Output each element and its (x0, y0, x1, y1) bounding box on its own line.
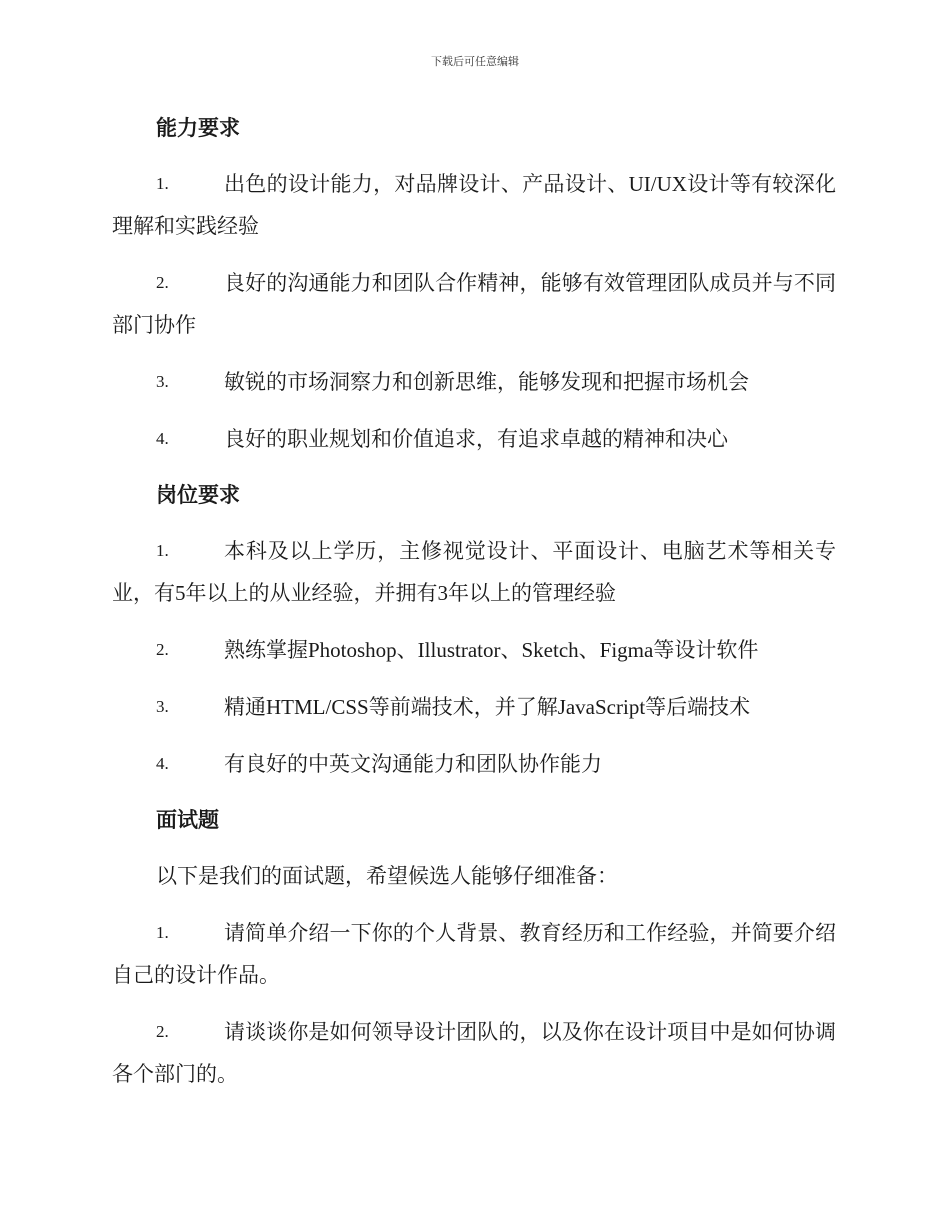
list-item-text: 敏锐的市场洞察力和创新思维，能够发现和把握市场机会 (224, 370, 749, 394)
list-item-text: 请简单介绍一下你的个人背景、教育经历和工作经验，并简要介绍自己的设计作品。 (112, 921, 836, 987)
list-item-number: 4. (156, 754, 169, 773)
list-item (112, 629, 836, 671)
list-item-number: 1. (156, 923, 169, 942)
list-item-number: 1. (156, 541, 169, 560)
list-item-number: 3. (156, 372, 169, 391)
list-item (112, 163, 836, 247)
list-item (112, 262, 836, 346)
list-item (112, 530, 836, 614)
section-heading-interview: 面试题 (156, 808, 219, 832)
list-item-text: 良好的沟通能力和团队合作精神，能够有效管理团队成员并与不同部门协作 (112, 271, 836, 337)
list-item-text: 精通HTML/CSS等前端技术，并了解JavaScript等后端技术 (224, 695, 751, 719)
list-item (112, 361, 836, 403)
list-item-text: 请谈谈你是如何领导设计团队的，以及你在设计项目中是如何协调各个部门的。 (112, 1020, 836, 1086)
list-item (112, 912, 836, 996)
list-item (112, 418, 836, 460)
section-heading-ability: 能力要求 (156, 116, 240, 140)
list-item-number: 4. (156, 429, 169, 448)
list-item-text: 有良好的中英文沟通能力和团队协作能力 (224, 752, 602, 776)
list-item (112, 743, 836, 785)
page-header-note: 下载后可任意编辑 (431, 56, 519, 68)
section-intro: 以下是我们的面试题，希望候选人能够仔细准备： (156, 864, 618, 888)
list-item-text: 本科及以上学历，主修视觉设计、平面设计、电脑艺术等相关专业，有5年以上的从业经验，并拥有3年以上的管理经验 (112, 539, 836, 605)
list-item-number: 1. (156, 174, 169, 193)
list-item (112, 1011, 836, 1095)
list-item-number: 2. (156, 640, 169, 659)
list-item (112, 686, 836, 728)
list-item-text: 良好的职业规划和价值追求，有追求卓越的精神和决心 (224, 427, 728, 451)
document-body (112, 108, 836, 1095)
list-item-number: 3. (156, 697, 169, 716)
list-item-text: 熟练掌握Photoshop、Illustrator、Sketch、Figma等设计软件 (224, 638, 759, 662)
section-heading-position: 岗位要求 (156, 483, 240, 507)
list-item-number: 2. (156, 273, 169, 292)
list-item-text: 出色的设计能力，对品牌设计、产品设计、UI/UX设计等有较深化理解和实践经验 (112, 172, 836, 238)
list-item-number: 2. (156, 1022, 169, 1041)
